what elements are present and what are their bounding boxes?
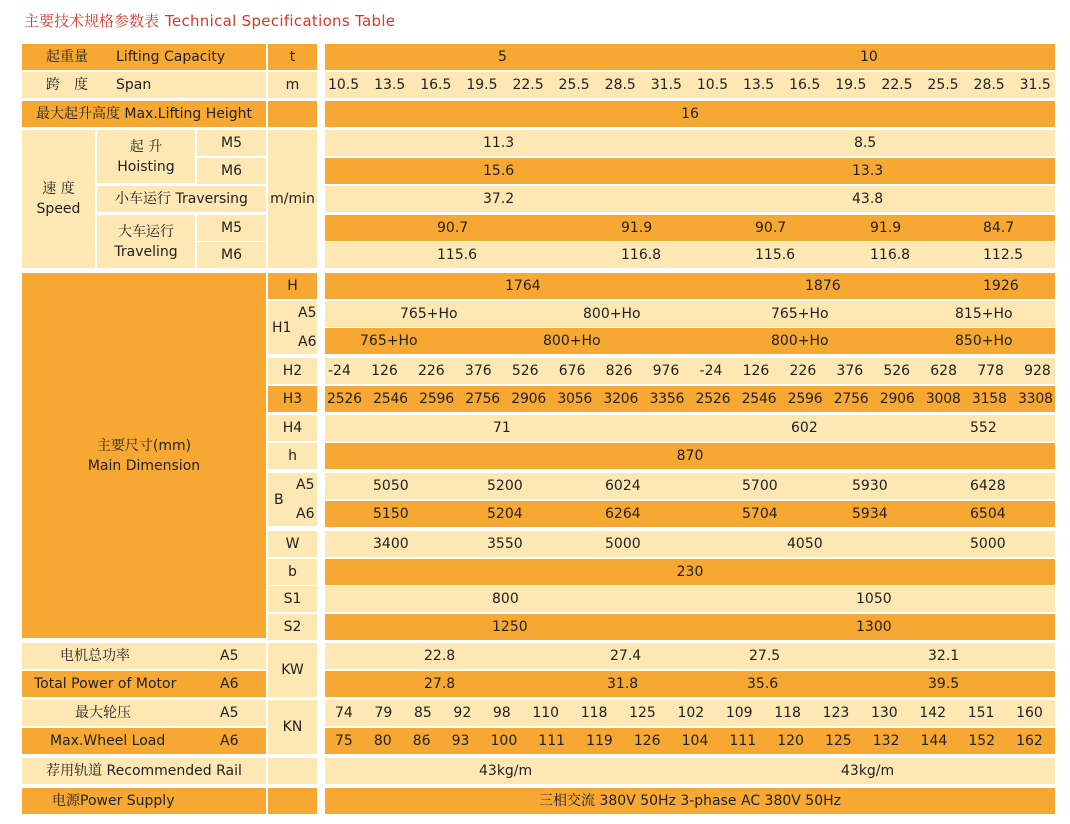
- value-cell: 552: [970, 420, 997, 436]
- value-cell: 3550: [487, 536, 523, 552]
- value-cell: 152: [968, 733, 996, 749]
- dim-H-values: [325, 273, 1055, 299]
- value-cell: 765+Ho: [771, 306, 829, 322]
- value-cell: 376: [464, 363, 492, 379]
- value-cell: 162: [1016, 733, 1043, 749]
- hoist-m5-5t: 11.3: [483, 135, 515, 151]
- value-cell: 6264: [605, 506, 641, 522]
- motor-a6-values: [325, 671, 1055, 697]
- value-cell: 976: [652, 363, 680, 379]
- motor-label-a5: [22, 643, 266, 669]
- value-cell: 6024: [605, 478, 641, 494]
- value-cell: 4050: [787, 536, 823, 552]
- value-cell: 10.5: [696, 77, 729, 93]
- height-value: 16: [325, 101, 1055, 127]
- value-cell: 5934: [852, 506, 888, 522]
- dim-H1-label: H1: [272, 319, 292, 336]
- hoisting-m5: M5: [197, 130, 266, 156]
- value-cell: 125: [629, 705, 656, 721]
- value-cell: 100: [490, 733, 518, 749]
- dim-W-key: W: [268, 531, 317, 557]
- power-value: 三相交流 380V 50Hz 3-phase AC 380V 50Hz: [325, 788, 1055, 814]
- dim-H4-values: [325, 415, 1055, 441]
- dim-S1-10t: 1050: [856, 591, 892, 607]
- motor-en: Total Power of Motor: [34, 676, 177, 692]
- value-cell: 5050: [373, 478, 409, 494]
- hoisting-m6: M6: [197, 158, 266, 184]
- value-cell: 102: [677, 705, 705, 721]
- value-cell: 1876: [805, 278, 841, 294]
- hoisting-en: Hoisting: [117, 158, 175, 175]
- value-cell: 22.5: [512, 77, 544, 93]
- dim-B-key: [268, 473, 317, 526]
- dim-H4-key: H4: [268, 415, 317, 441]
- value-cell: 226: [417, 363, 445, 379]
- value-cell: 3356: [649, 391, 685, 407]
- value-cell: 3206: [603, 391, 639, 407]
- value-cell: 74: [335, 705, 353, 721]
- value-cell: 92: [453, 705, 472, 721]
- dim-b-key: b: [268, 559, 317, 585]
- value-cell: 1926: [983, 278, 1019, 294]
- value-cell: 850+Ho: [955, 333, 1013, 349]
- motor-a6: A6: [220, 676, 239, 692]
- value-cell: 80: [373, 733, 392, 749]
- dim-S2-5t: 1250: [492, 619, 528, 635]
- dim-W-values: [325, 531, 1055, 557]
- value-cell: 90.7: [755, 220, 787, 236]
- value-cell: 28.5: [973, 77, 1005, 93]
- value-cell: 32.1: [928, 648, 960, 664]
- value-cell: 28.5: [604, 77, 636, 93]
- capacity-unit: t: [268, 44, 317, 70]
- value-cell: 2526: [327, 391, 362, 407]
- capacity-5t: 5: [498, 49, 507, 65]
- dim-h-key: h: [268, 443, 317, 469]
- value-cell: 79: [374, 705, 393, 721]
- traversing-5t: 37.2: [483, 191, 515, 207]
- speed-unit: m/min: [268, 130, 317, 268]
- value-cell: 31.8: [607, 676, 639, 692]
- value-cell: 5930: [852, 478, 888, 494]
- dim-b-value: 230: [325, 559, 1055, 585]
- value-cell: 5150: [373, 506, 409, 522]
- value-cell: 800+Ho: [771, 333, 829, 349]
- value-cell: 27.4: [610, 648, 642, 664]
- span-label-en: Span: [116, 77, 152, 93]
- value-cell: 2756: [465, 391, 501, 407]
- motor-a5-values: [325, 643, 1055, 669]
- value-cell: 2526: [695, 391, 731, 407]
- capacity-values: [325, 44, 1055, 70]
- value-cell: 3008: [925, 391, 961, 407]
- value-cell: 22.8: [424, 648, 456, 664]
- dim-S2-key: S2: [268, 614, 317, 640]
- value-cell: 125: [824, 733, 852, 749]
- dim-H3-key: H3: [268, 386, 317, 412]
- value-cell: 160: [1016, 705, 1043, 721]
- value-cell: 126: [371, 363, 398, 379]
- value-cell: 111: [729, 733, 757, 749]
- value-cell: 2546: [373, 391, 408, 407]
- value-cell: 826: [605, 363, 633, 379]
- value-cell: 16.5: [789, 77, 821, 93]
- value-cell: 132: [872, 733, 900, 749]
- power-label: 电源Power Supply: [22, 788, 266, 814]
- value-cell: 116.8: [621, 247, 662, 263]
- value-cell: 19.5: [466, 77, 498, 93]
- value-cell: -24: [699, 363, 723, 379]
- rail-label: 荐用轨道 Recommended Rail: [22, 758, 266, 784]
- span-values: [325, 72, 1055, 98]
- value-cell: 119: [586, 733, 613, 749]
- value-cell: 31.5: [650, 77, 682, 93]
- traversing-10t: 43.8: [852, 191, 884, 207]
- dim-B-a6: A6: [296, 506, 315, 522]
- wheel-en: Max.Wheel Load: [50, 733, 166, 749]
- value-cell: 90.7: [437, 220, 469, 236]
- dim-H3-values: [325, 386, 1055, 412]
- value-cell: 86: [412, 733, 431, 749]
- value-cell: 3056: [557, 391, 593, 407]
- value-cell: 2596: [419, 391, 454, 407]
- dim-S1-5t: 800: [492, 591, 519, 607]
- value-cell: 226: [789, 363, 817, 379]
- traveling-m5: M5: [197, 215, 266, 241]
- dim-H-key: H: [268, 273, 317, 299]
- dim-S2-values: [325, 614, 1055, 640]
- value-cell: 2596: [787, 391, 823, 407]
- value-cell: 765+Ho: [400, 306, 458, 322]
- value-cell: 5704: [742, 506, 778, 522]
- wheel-a5: A5: [220, 705, 239, 721]
- value-cell: 110: [532, 705, 560, 721]
- value-cell: 118: [580, 705, 608, 721]
- value-cell: 116.8: [870, 247, 911, 263]
- dim-H1-a6-values: [325, 328, 1055, 354]
- value-cell: 526: [511, 363, 539, 379]
- value-cell: 93: [451, 733, 470, 749]
- value-cell: 91.9: [870, 220, 902, 236]
- capacity-label: [22, 44, 266, 70]
- wheel-label-a6: [22, 728, 266, 754]
- value-cell: 10.5: [328, 77, 360, 93]
- value-cell: 628: [930, 363, 957, 379]
- traversing-values: [325, 186, 1055, 212]
- value-cell: 19.5: [835, 77, 867, 93]
- traveling-cn: 大车运行: [118, 223, 174, 240]
- dim-B-a5-values: [325, 473, 1055, 499]
- dim-label-en: Main Dimension: [87, 457, 201, 474]
- value-cell: 22.5: [881, 77, 913, 93]
- rail-10t: 43kg/m: [841, 763, 895, 779]
- value-cell: 98: [492, 705, 511, 721]
- height-label: 最大起升高度 Max.Lifting Height: [22, 101, 266, 127]
- dim-S1-values: [325, 586, 1055, 612]
- span-label-cn: 跨 度: [46, 77, 88, 93]
- value-cell: 39.5: [928, 676, 960, 692]
- value-cell: 376: [836, 363, 864, 379]
- motor-a5: A5: [220, 648, 239, 664]
- value-cell: 109: [725, 705, 753, 721]
- value-cell: 5000: [970, 536, 1006, 552]
- value-cell: 142: [919, 705, 947, 721]
- power-unit: [268, 788, 317, 814]
- value-cell: 13.5: [374, 77, 406, 93]
- value-cell: 5000: [605, 536, 641, 552]
- page-title: [24, 10, 395, 31]
- traveling-label: [97, 215, 195, 268]
- value-cell: 118: [774, 705, 801, 721]
- value-cell: 112.5: [983, 247, 1024, 263]
- value-cell: 31.5: [1019, 77, 1051, 93]
- value-cell: 120: [777, 733, 804, 749]
- value-cell: 123: [822, 705, 850, 721]
- value-cell: 526: [883, 363, 911, 379]
- hoisting-label: [97, 130, 195, 183]
- value-cell: 75: [335, 733, 353, 749]
- value-cell: 815+Ho: [955, 306, 1013, 322]
- dim-B-a5: A5: [296, 477, 315, 493]
- dim-B-a6-values: [325, 501, 1055, 527]
- value-cell: 6428: [970, 478, 1006, 494]
- hoist-m6-values: [325, 158, 1055, 184]
- value-cell: 25.5: [927, 77, 959, 93]
- value-cell: 928: [1024, 363, 1051, 379]
- value-cell: -24: [328, 363, 351, 379]
- rail-5t: 43kg/m: [479, 763, 533, 779]
- value-cell: 800+Ho: [583, 306, 641, 322]
- value-cell: 800+Ho: [543, 333, 601, 349]
- traversing-label: 小车运行 Traversing: [97, 186, 266, 212]
- value-cell: 144: [920, 733, 948, 749]
- value-cell: 27.8: [424, 676, 456, 692]
- hoisting-cn: 起 升: [129, 138, 163, 155]
- value-cell: 602: [791, 420, 818, 436]
- value-cell: 676: [558, 363, 586, 379]
- travel-m5-values: [325, 215, 1055, 241]
- hoist-m6-5t: 15.6: [483, 163, 515, 179]
- value-cell: 765+Ho: [360, 333, 418, 349]
- dim-label-cn: 主要尺寸(mm): [96, 437, 192, 454]
- wheel-label-a5: [22, 700, 266, 726]
- dim-H2-values: [325, 358, 1055, 384]
- height-unit: [268, 101, 317, 127]
- dim-label: [22, 273, 266, 638]
- title-en: Technical Specifications Table: [165, 12, 396, 30]
- value-cell: 16.5: [420, 77, 452, 93]
- dim-H1-a6: A6: [298, 334, 317, 350]
- rail-unit: [268, 758, 317, 784]
- value-cell: 2756: [833, 391, 869, 407]
- value-cell: 2906: [879, 391, 915, 407]
- capacity-label-cn: 起重量: [46, 49, 88, 65]
- value-cell: 3308: [1017, 391, 1053, 407]
- value-cell: 111: [538, 733, 566, 749]
- hoist-m6-10t: 13.3: [852, 163, 884, 179]
- value-cell: 35.6: [747, 676, 779, 692]
- span-unit: m: [268, 72, 317, 98]
- dim-H1-key: [268, 301, 317, 354]
- value-cell: 1764: [505, 278, 541, 294]
- value-cell: 115.6: [755, 247, 796, 263]
- value-cell: 130: [870, 705, 898, 721]
- dim-h-value: 870: [325, 443, 1055, 469]
- speed-label-cn: 速 度: [42, 181, 75, 197]
- dim-S2-10t: 1300: [856, 619, 892, 635]
- value-cell: 6504: [970, 506, 1006, 522]
- value-cell: 3158: [971, 391, 1007, 407]
- value-cell: 84.7: [983, 220, 1015, 236]
- value-cell: 778: [977, 363, 1004, 379]
- value-cell: 91.9: [621, 220, 653, 236]
- motor-cn: 电机总功率: [60, 648, 130, 664]
- wheel-a6: A6: [220, 733, 239, 749]
- value-cell: 115.6: [437, 247, 478, 263]
- dim-H1-a5: A5: [298, 305, 317, 321]
- value-cell: 126: [742, 363, 770, 379]
- speed-label: [22, 130, 95, 268]
- capacity-label-en: Lifting Capacity: [116, 49, 226, 65]
- value-cell: 27.5: [749, 648, 781, 664]
- wheel-a6-values: [325, 728, 1055, 754]
- value-cell: 2906: [511, 391, 547, 407]
- traveling-m6: M6: [197, 242, 266, 268]
- speed-label-en: Speed: [36, 201, 81, 217]
- value-cell: 5200: [487, 478, 523, 494]
- hoist-m5-10t: 8.5: [854, 135, 877, 151]
- capacity-10t: 10: [860, 49, 878, 65]
- value-cell: 85: [413, 705, 432, 721]
- dim-H2-key: H2: [268, 358, 317, 384]
- span-label: [22, 72, 266, 98]
- value-cell: 126: [633, 733, 661, 749]
- wheel-a5-values: [325, 700, 1055, 726]
- dim-S1-key: S1: [268, 586, 317, 612]
- value-cell: 5204: [487, 506, 523, 522]
- value-cell: 151: [967, 705, 995, 721]
- wheel-cn: 最大轮压: [75, 705, 131, 721]
- rail-values: [325, 758, 1055, 784]
- wheel-unit: KN: [268, 700, 317, 754]
- value-cell: 2546: [741, 391, 777, 407]
- value-cell: 5700: [742, 478, 778, 494]
- motor-label-a6: [22, 671, 266, 697]
- dim-H1-a5-values: [325, 301, 1055, 327]
- value-cell: 104: [681, 733, 709, 749]
- dim-B-label: B: [274, 491, 284, 508]
- traveling-en: Traveling: [114, 243, 178, 260]
- motor-unit: KW: [268, 643, 317, 697]
- title-cn: 主要技术规格参数表: [24, 12, 160, 30]
- value-cell: 3400: [373, 536, 409, 552]
- travel-m6-values: [325, 242, 1055, 268]
- value-cell: 13.5: [742, 77, 775, 93]
- value-cell: 25.5: [558, 77, 590, 93]
- hoist-m5-values: [325, 130, 1055, 156]
- value-cell: 71: [493, 420, 511, 436]
